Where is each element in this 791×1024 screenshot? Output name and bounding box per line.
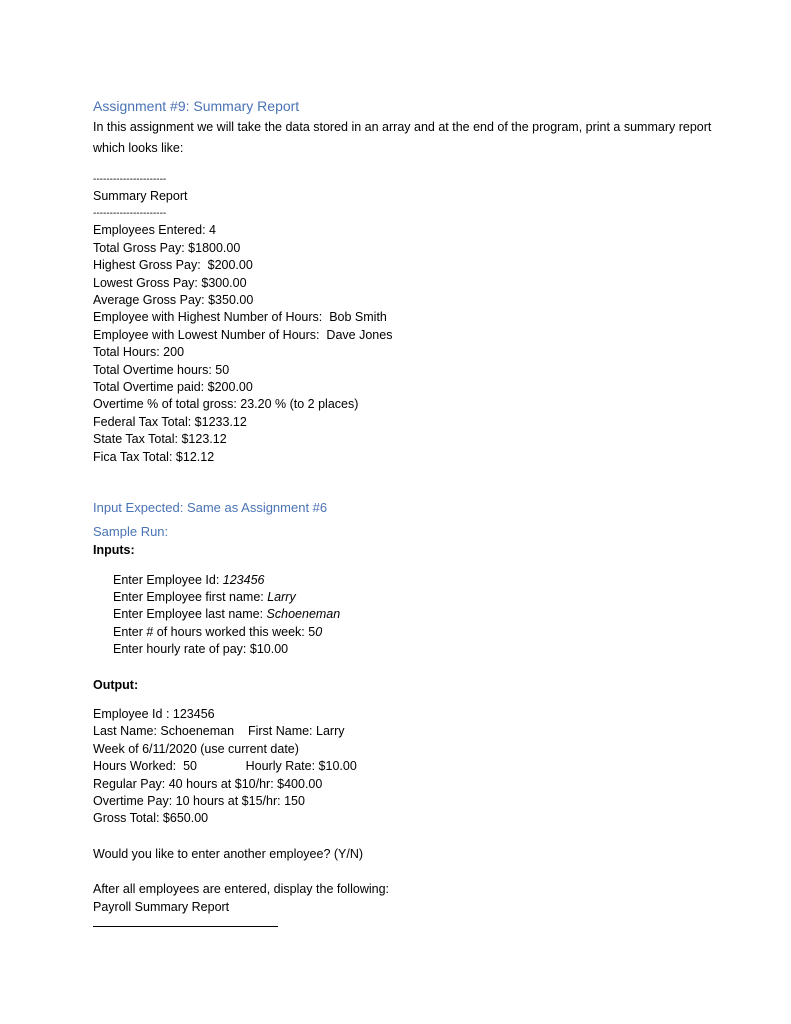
summary-heading: Summary Report — [93, 189, 188, 203]
output-line: Week of 6/11/2020 (use current date) — [93, 741, 299, 756]
summary-line: Employee with Highest Number of Hours: Bob Smith — [93, 310, 387, 325]
after-employees-text: After all employees are entered, display the following: — [93, 882, 389, 897]
output-block — [93, 706, 713, 828]
summary-line: State Tax Total: $123.12 — [93, 432, 227, 447]
summary-line: Employees Entered: 4 — [93, 223, 216, 238]
inputs-label: Inputs: — [93, 543, 135, 558]
summary-report-example — [93, 171, 713, 466]
summary-line: Employee with Lowest Number of Hours: Dave Jones — [93, 327, 393, 342]
input-line — [113, 624, 713, 641]
input-line — [113, 641, 713, 658]
output-label: Output: — [93, 677, 139, 692]
output-line: Regular Pay: 40 hours at $10/hr: $400.00 — [93, 776, 323, 791]
input-prompt: Enter # of hours worked this week: 5 — [113, 624, 316, 639]
input-prompt: Enter Employee Id: — [113, 572, 223, 587]
payroll-summary-heading: Payroll Summary Report — [93, 899, 230, 914]
summary-line: Average Gross Pay: $350.00 — [93, 293, 254, 308]
intro-paragraph: In this assignment we will take the data stored in an array and at the end of the program, print a summary report which looks like: — [93, 120, 712, 155]
sample-run-heading: Sample Run: — [93, 524, 169, 540]
input-prompt: Enter Employee last name: — [113, 607, 267, 622]
inputs-list — [93, 572, 713, 659]
input-value: Schoeneman — [266, 607, 341, 622]
output-line: Employee Id : 123456 — [93, 706, 215, 721]
summary-line: Total Hours: 200 — [93, 345, 185, 360]
output-line: Gross Total: $650.00 — [93, 811, 209, 826]
output-line: Last Name: Schoeneman First Name: Larry — [93, 724, 345, 739]
summary-line: Fica Tax Total: $12.12 — [93, 449, 215, 464]
summary-dash-top: ---------------------- — [93, 174, 167, 185]
summary-line: Highest Gross Pay: $200.00 — [93, 258, 253, 273]
input-value: 123456 — [222, 572, 265, 587]
page-title: Assignment #9: Summary Report — [93, 98, 300, 114]
input-expected-heading: Input Expected: Same as Assignment #6 — [93, 500, 328, 516]
document-page — [93, 95, 713, 927]
summary-line: Total Overtime paid: $200.00 — [93, 380, 253, 395]
summary-dash-bottom: ---------------------- — [93, 208, 167, 220]
input-line — [113, 606, 713, 623]
summary-line: Lowest Gross Pay: $300.00 — [93, 275, 247, 290]
input-prompt: Enter hourly rate of pay: $10.00 — [113, 642, 289, 657]
output-line: Hours Worked: 50 Hourly Rate: $10.00 — [93, 759, 357, 774]
summary-line: Federal Tax Total: $1233.12 — [93, 414, 247, 429]
underline-rule — [93, 926, 278, 927]
output-line: Overtime Pay: 10 hours at $15/hr: 150 — [93, 793, 305, 808]
summary-line: Total Gross Pay: $1800.00 — [93, 240, 241, 255]
input-value: 0 — [315, 624, 323, 639]
input-line — [113, 572, 713, 589]
another-employee-prompt: Would you like to enter another employee? (Y/N) — [93, 846, 364, 861]
input-prompt: Enter Employee first name: — [113, 589, 268, 604]
input-value: Larry — [267, 589, 296, 604]
summary-line: Overtime % of total gross: 23.20 % (to 2 places) — [93, 397, 359, 412]
summary-line: Total Overtime hours: 50 — [93, 362, 230, 377]
input-line — [113, 589, 713, 606]
